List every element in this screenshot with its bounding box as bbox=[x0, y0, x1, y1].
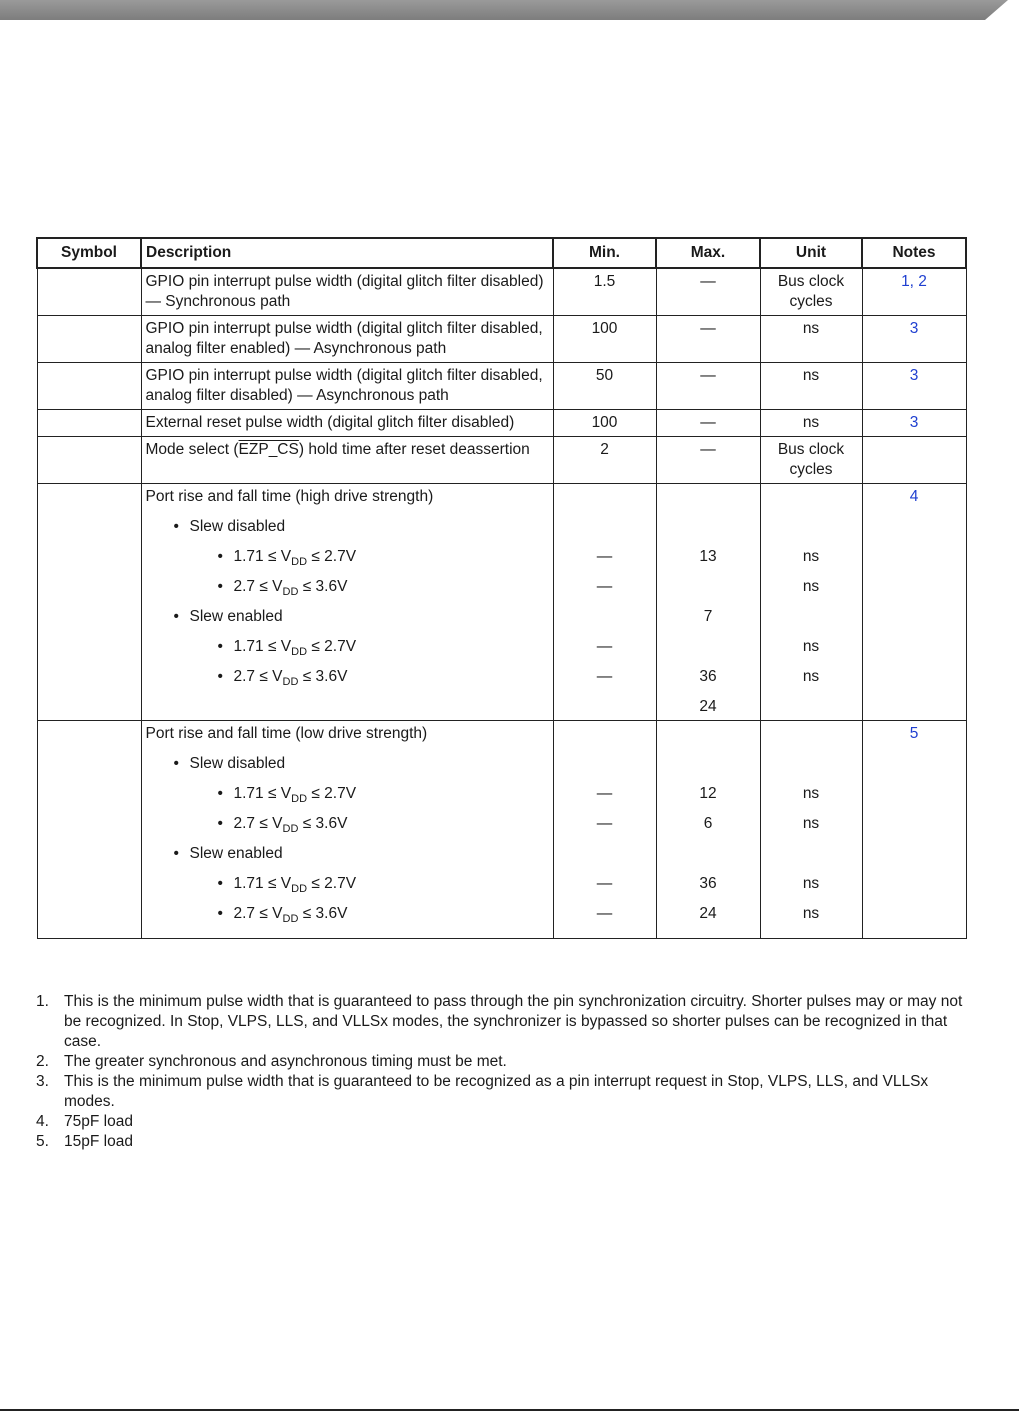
footnote-number: 3. bbox=[36, 1073, 49, 1090]
range-sub: DD bbox=[291, 646, 308, 659]
header-min: Min. bbox=[553, 238, 656, 268]
header-unit: Unit bbox=[760, 238, 862, 268]
range-text: ≤ 2.7V bbox=[307, 785, 357, 802]
min-value: — bbox=[596, 905, 613, 922]
list-item: • $2.7 \le V_{DD} \le 3.6V$ bbox=[217, 668, 348, 689]
range-text: ≤ 2.7V bbox=[307, 548, 357, 565]
slew-enabled-label: Slew enabled bbox=[189, 845, 283, 862]
min-value: — bbox=[596, 548, 613, 565]
table-row bbox=[37, 363, 966, 410]
min-cell: 50 bbox=[553, 363, 656, 410]
notes-link[interactable]: 1, 2 bbox=[862, 268, 966, 316]
notes-link[interactable]: 3 bbox=[862, 410, 966, 437]
footnote bbox=[36, 1112, 971, 1132]
description-suffix: ) hold time after reset deassertion bbox=[298, 441, 530, 458]
unit-value: ns bbox=[802, 905, 820, 922]
max-value: 6 bbox=[703, 815, 713, 832]
list-item: • $1.71 \le V_{DD} \le 2.7V$ bbox=[217, 875, 357, 896]
footnote bbox=[36, 992, 971, 1052]
description-cell bbox=[141, 437, 553, 484]
footnote-number: 2. bbox=[36, 1053, 49, 1070]
description-cell bbox=[141, 721, 553, 939]
min-cell: 1.5 bbox=[553, 268, 656, 316]
symbol-cell bbox=[37, 437, 141, 484]
range-text: ≤ 3.6V bbox=[298, 815, 348, 832]
min-cell: 2 bbox=[553, 437, 656, 484]
footnote bbox=[36, 1052, 971, 1072]
symbol-cell bbox=[37, 363, 141, 410]
min-value: — bbox=[596, 668, 613, 685]
list-item: • $1.71 \le V_{DD} \le 2.7V$ bbox=[217, 548, 357, 569]
min-cell: 100 bbox=[553, 410, 656, 437]
range-text: ≤ 2.7V bbox=[307, 638, 357, 655]
unit-cell: Bus clock cycles bbox=[760, 437, 862, 484]
footnote-text: The greater synchronous and asynchronous timing must be met. bbox=[64, 1053, 507, 1070]
table-row bbox=[37, 268, 966, 316]
table-row-port-high bbox=[37, 484, 966, 721]
unit-cell: ns bbox=[760, 316, 862, 363]
list-item: • $2.7 \le V_{DD} \le 3.6V$ bbox=[217, 815, 348, 836]
description-cell bbox=[141, 484, 553, 721]
max-value: 36 bbox=[699, 668, 717, 685]
table-row bbox=[37, 316, 966, 363]
range-text: 2.7 ≤ V bbox=[233, 815, 283, 832]
unit-cell: ns bbox=[760, 410, 862, 437]
max-value: 7 bbox=[703, 608, 713, 625]
min-value: — bbox=[596, 578, 613, 595]
notes-link[interactable]: 4 bbox=[862, 484, 966, 721]
description-cell: External reset pulse width (digital glitch filter disabled) bbox=[141, 410, 553, 437]
symbol-cell bbox=[37, 484, 141, 721]
max-cell: — bbox=[656, 316, 760, 363]
table-header-row bbox=[37, 238, 966, 268]
table-row bbox=[37, 410, 966, 437]
min-value: — bbox=[596, 785, 613, 802]
header-symbol: Symbol bbox=[37, 238, 141, 268]
description-cell: GPIO pin interrupt pulse width (digital glitch filter disabled) — Synchronous path bbox=[141, 268, 553, 316]
min-column bbox=[553, 721, 656, 939]
footnotes bbox=[36, 992, 971, 1152]
range-sub: DD bbox=[282, 676, 299, 689]
range-sub: DD bbox=[291, 793, 308, 806]
range-sub: DD bbox=[282, 586, 299, 599]
notes-link[interactable]: 5 bbox=[862, 721, 966, 939]
list-item: • Slew disabled bbox=[173, 755, 286, 772]
max-value: 13 bbox=[699, 548, 717, 565]
table-row-port-low bbox=[37, 721, 966, 939]
footnote-text: 15pF load bbox=[64, 1133, 133, 1150]
max-value: 36 bbox=[699, 875, 717, 892]
unit-value: ns bbox=[802, 785, 820, 802]
footnote-text: 75pF load bbox=[64, 1113, 133, 1130]
range-text: 1.71 ≤ V bbox=[233, 548, 292, 565]
table-row bbox=[37, 437, 966, 484]
range-text: 2.7 ≤ V bbox=[233, 905, 283, 922]
max-cell: — bbox=[656, 410, 760, 437]
header-bar bbox=[0, 0, 1019, 20]
spec-table bbox=[36, 237, 967, 939]
min-value: — bbox=[596, 875, 613, 892]
header-max: Max. bbox=[656, 238, 760, 268]
port-high-title: Port rise and fall time (high drive strength) bbox=[145, 488, 434, 505]
range-text: 2.7 ≤ V bbox=[233, 668, 283, 685]
list-item: • $2.7 \le V_{DD} \le 3.6V$ bbox=[217, 578, 348, 599]
footnote-number: 1. bbox=[36, 993, 49, 1010]
unit-cell: Bus clock cycles bbox=[760, 268, 862, 316]
list-item: • $1.71 \le V_{DD} \le 2.7V$ bbox=[217, 638, 357, 659]
min-column bbox=[553, 484, 656, 721]
unit-value: ns bbox=[802, 638, 820, 655]
port-low-title: Port rise and fall time (low drive strength) bbox=[145, 725, 428, 742]
max-column bbox=[656, 721, 760, 939]
header-notes: Notes bbox=[862, 238, 966, 268]
notes-link bbox=[862, 437, 966, 484]
range-sub: DD bbox=[282, 913, 299, 926]
unit-value: ns bbox=[802, 668, 820, 685]
max-value: 24 bbox=[699, 905, 717, 922]
footer-rule bbox=[0, 1409, 1019, 1411]
unit-column bbox=[760, 484, 862, 721]
unit-value: ns bbox=[802, 815, 820, 832]
footnote-text: This is the minimum pulse width that is guaranteed to be recognized as a pin interrupt request in Stop, VLPS, LLS, and VLLSx modes. bbox=[64, 1073, 929, 1110]
description-prefix: Mode select ( bbox=[145, 441, 239, 458]
footnote bbox=[36, 1132, 971, 1152]
list-item: • Slew disabled bbox=[173, 518, 286, 535]
range-text: ≤ 2.7V bbox=[307, 875, 357, 892]
range-sub: DD bbox=[291, 883, 308, 896]
symbol-cell bbox=[37, 268, 141, 316]
max-cell: — bbox=[656, 268, 760, 316]
unit-value: ns bbox=[802, 548, 820, 565]
range-text: 1.71 ≤ V bbox=[233, 875, 292, 892]
ezp-cs-signal: EZP_CS bbox=[238, 441, 299, 458]
range-text: ≤ 3.6V bbox=[298, 905, 348, 922]
list-item: • Slew enabled bbox=[173, 608, 283, 625]
list-item: • $1.71 \le V_{DD} \le 2.7V$ bbox=[217, 785, 357, 806]
slew-enabled-label: Slew enabled bbox=[189, 608, 283, 625]
slew-disabled-label: Slew disabled bbox=[189, 518, 286, 535]
max-cell: — bbox=[656, 363, 760, 410]
max-value: 12 bbox=[699, 785, 717, 802]
max-value: 24 bbox=[699, 698, 717, 715]
notes-link[interactable]: 3 bbox=[862, 316, 966, 363]
list-item: • Slew enabled bbox=[173, 845, 283, 862]
list-item: • $2.7 \le V_{DD} \le 3.6V$ bbox=[217, 905, 348, 926]
footnote bbox=[36, 1072, 971, 1112]
range-text: ≤ 3.6V bbox=[298, 578, 348, 595]
header-description: Description bbox=[141, 238, 553, 268]
range-sub: DD bbox=[282, 823, 299, 836]
description-cell: GPIO pin interrupt pulse width (digital glitch filter disabled, analog filter disabled) — Asynchronous path bbox=[141, 363, 553, 410]
max-column bbox=[656, 484, 760, 721]
description-cell: GPIO pin interrupt pulse width (digital glitch filter disabled, analog filter enabled) — Asynchronous path bbox=[141, 316, 553, 363]
min-cell: 100 bbox=[553, 316, 656, 363]
footnote-text: This is the minimum pulse width that is guaranteed to pass through the pin synchronization circuitry. Shorter pulses may or may not be recognized. In Stop, VLPS, LLS, and VLLSx modes, the synchronizer is bypassed so shorter pulses can be recognized in that case. bbox=[64, 993, 963, 1050]
symbol-cell bbox=[37, 410, 141, 437]
symbol-cell bbox=[37, 316, 141, 363]
min-value: — bbox=[596, 815, 613, 832]
range-text: 1.71 ≤ V bbox=[233, 638, 292, 655]
range-text: 2.7 ≤ V bbox=[233, 578, 283, 595]
unit-value: ns bbox=[802, 875, 820, 892]
footnote-number: 4. bbox=[36, 1113, 49, 1130]
range-text: 1.71 ≤ V bbox=[233, 785, 292, 802]
slew-disabled-label: Slew disabled bbox=[189, 755, 286, 772]
footnote-number: 5. bbox=[36, 1133, 49, 1150]
notes-link[interactable]: 3 bbox=[862, 363, 966, 410]
max-cell: — bbox=[656, 437, 760, 484]
min-value: — bbox=[596, 638, 613, 655]
unit-column bbox=[760, 721, 862, 939]
range-text: ≤ 3.6V bbox=[298, 668, 348, 685]
symbol-cell bbox=[37, 721, 141, 939]
unit-cell: ns bbox=[760, 363, 862, 410]
unit-value: ns bbox=[802, 578, 820, 595]
range-sub: DD bbox=[291, 556, 308, 569]
